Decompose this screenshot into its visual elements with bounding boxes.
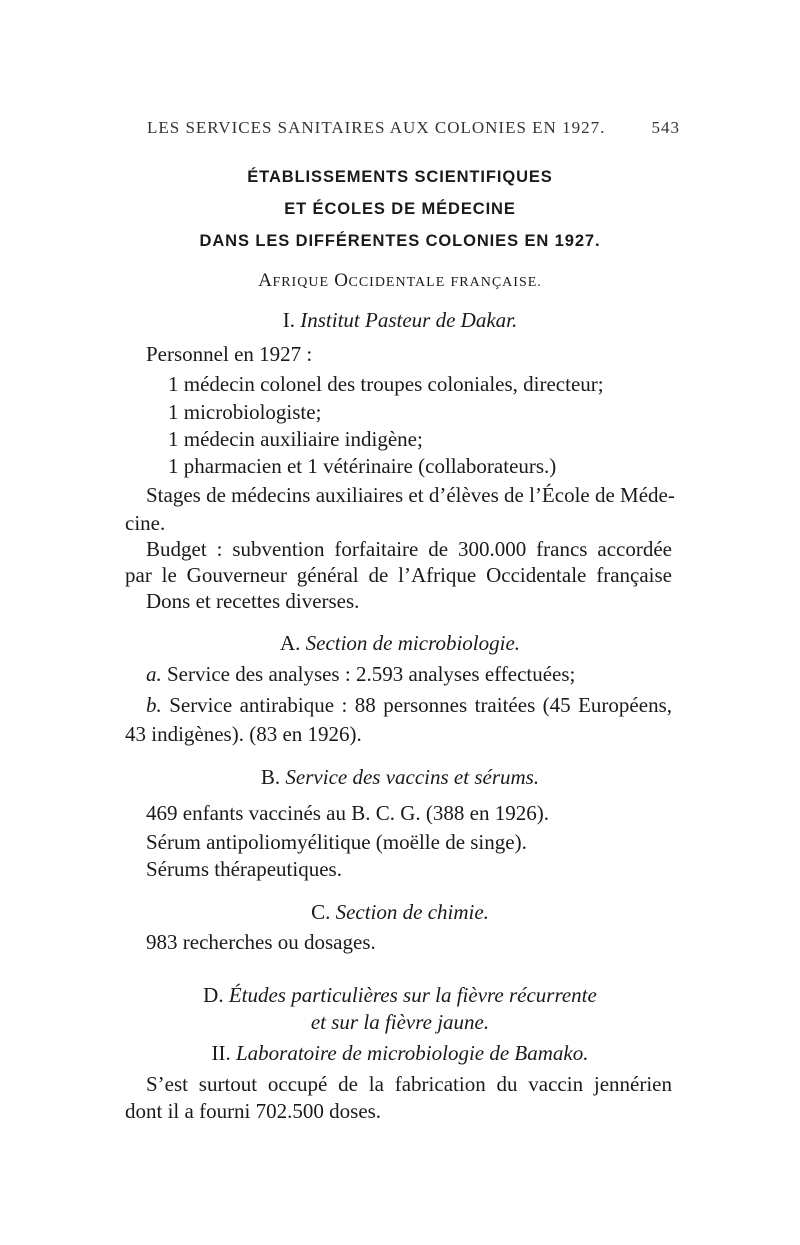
section-B-line: 469 enfants vaccinés au B. C. G. (388 en 1926). — [146, 801, 549, 825]
budget-line-3: Dons et recettes diverses. — [146, 589, 360, 613]
page-number: 543 — [651, 118, 680, 137]
section-A-item-b-line-1: b. Service antirabique : 88 personnes traitées (45 Européens, — [146, 693, 672, 717]
section-C-line: 983 recherches ou dosages. — [146, 930, 376, 954]
budget-line-2: par le Gouverneur général de l’Afrique Occidentale française — [125, 563, 672, 587]
title-line-1: ÉTABLISSEMENTS SCIENTIFIQUES — [247, 168, 553, 186]
section-B-heading: B. Service des vaccins et sérums. — [260, 765, 540, 789]
section-I-heading: I. Institut Pasteur de Dakar. — [282, 308, 518, 332]
personnel-intro: Personnel en 1927 : — [146, 342, 313, 366]
budget-line-1: Budget : subvention forfaitaire de 300.000 francs accordée — [146, 537, 672, 561]
section-B-line: Sérums thérapeutiques. — [146, 857, 342, 881]
region-heading: AFRIQUE OCCIDENTALE FRANÇAISE. — [258, 270, 542, 291]
stages-line-1: Stages de médecins auxiliaires et d’élèves de l’École de Méde- — [146, 483, 675, 507]
personnel-item: 1 pharmacien et 1 vétérinaire (collaborateurs.) — [168, 454, 557, 478]
section-D-heading-line-2: et sur la fièvre jaune. — [310, 1010, 490, 1034]
title-line-3: DANS LES DIFFÉRENTES COLONIES EN 1927. — [199, 232, 601, 250]
stages-line-2: cine. — [125, 511, 166, 535]
section-A-item-b-line-2: 43 indigènes). (83 en 1926). — [125, 722, 362, 746]
section-A-heading: A. Section de microbiologie. — [279, 631, 521, 655]
section-A-item-a: a. Service des analyses : 2.593 analyses effectuées; — [146, 662, 576, 686]
personnel-item: 1 médecin colonel des troupes coloniales, directeur; — [168, 372, 604, 396]
section-II-heading: II. Laboratoire de microbiologie de Bamako. — [211, 1041, 589, 1065]
section-B-line: Sérum antipoliomyélitique (moëlle de singe). — [146, 830, 527, 854]
personnel-item: 1 médecin auxiliaire indigène; — [168, 427, 423, 451]
section-II-line-2: dont il a fourni 702.500 doses. — [125, 1099, 382, 1123]
personnel-item: 1 microbiologiste; — [168, 400, 322, 424]
section-II-line-1: S’est surtout occupé de la fabrication du vaccin jennérien — [146, 1072, 672, 1096]
running-title: LES SERVICES SANITAIRES AUX COLONIES EN 1927. — [147, 118, 606, 137]
section-D-heading-line-1: D. Études particulières sur la fièvre récurrente — [203, 983, 597, 1007]
title-line-2: ET ÉCOLES DE MÉDECINE — [284, 200, 516, 218]
section-C-heading: C. Section de chimie. — [311, 900, 489, 924]
